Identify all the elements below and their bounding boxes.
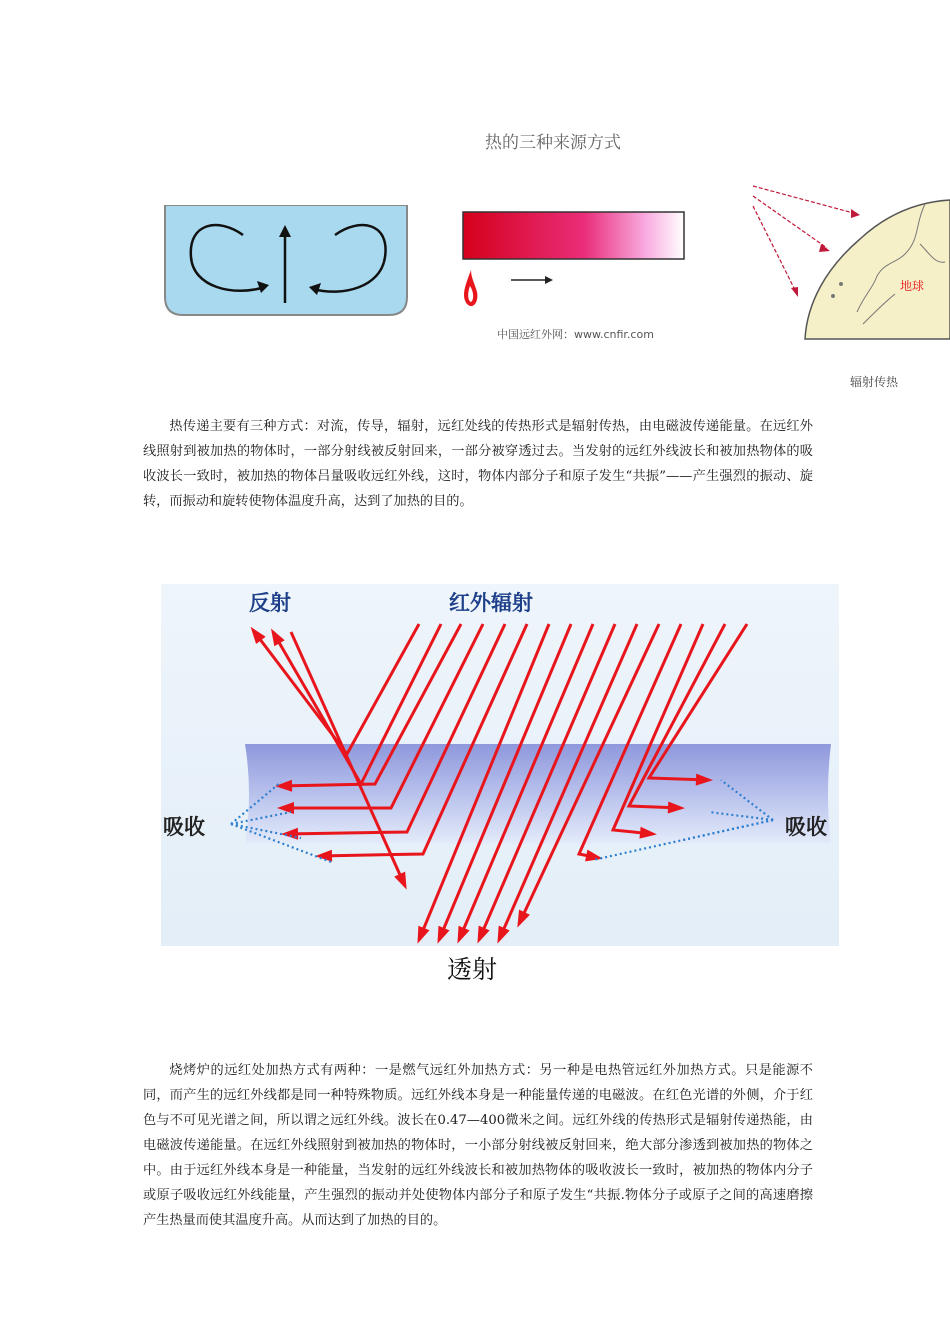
paragraph-1-text: 热传递主要有三种方式：对流，传导，辐射，远红处线的传热形式是辐射传热，由电磁波传递能量。在远红外线照射到被加热的物体时，一部分射线被反射回来，一部分被穿透过去。当发射的远红外线波长和被加热物体的吸收波长一致时，被加热的物体吕量吸收远红外线，这时，物体内部分子和原子发生“共振”——产生强烈的振动、旋转，而振动和旋转使物体温度升高，达到了加热的目的。 — [143, 419, 813, 509]
transmit-label: 透射 — [447, 955, 498, 984]
absorb-label-left: 吸收 — [163, 815, 205, 839]
radiation-ray-3 — [753, 206, 797, 294]
heated-rod — [463, 212, 684, 259]
watermark-text: 中国远红外网：www.cnfir.com — [497, 328, 654, 341]
earth-label: 地球 — [900, 279, 925, 293]
earth-map — [805, 200, 950, 339]
radiation-caption: 辐射传热 — [850, 375, 899, 389]
convection-figure — [163, 205, 409, 317]
radiation-ray-2 — [753, 196, 827, 248]
infrared-diagram — [161, 584, 841, 949]
absorb-label-right: 吸收 — [785, 815, 827, 839]
radiation-ray-1 — [753, 186, 857, 214]
page-title: 热的三种来源方式 — [485, 133, 621, 153]
paragraph-oven-heating — [143, 1058, 813, 1233]
conduction-figure — [455, 206, 695, 346]
reflect-label: 反射 — [249, 591, 291, 615]
paragraph-heat-transfer — [143, 414, 813, 514]
radiation-figure — [745, 184, 950, 394]
medium-slab — [245, 744, 831, 844]
paragraph-2-text: 烧烤炉的远红处加热方式有两种：一是燃气远红外加热方式：另一种是电热管远红外加热方式。只是能源不同，而产生的远红外线都是同一种特殊物质。远红外线本身是一种能量传递的电磁波。在红色光谱的外侧，介于红色与不可见光谱之间，所以谓之远红外线。波长在0.47—400微米之间。远红外线的传热形式是辐射传递热能，由电磁波传递能量。在远红外线照射到被加热的物体时，一小部分射线被反射回来，绝大部分渗透到被加热的物体之中。由于远红外线本身是一种能量，当发射的远红外线波长和被加热物体的吸收波长一致时，被加热的物体内分子或原子吸收远红外线能量，产生强烈的振动并处使物体内部分子和原子发生“共振.物体分子或原子之间的高速磨擦产生热量而使其温度升高。从而达到了加热的目的。 — [143, 1063, 813, 1228]
infrared-label: 红外辐射 — [449, 591, 533, 615]
